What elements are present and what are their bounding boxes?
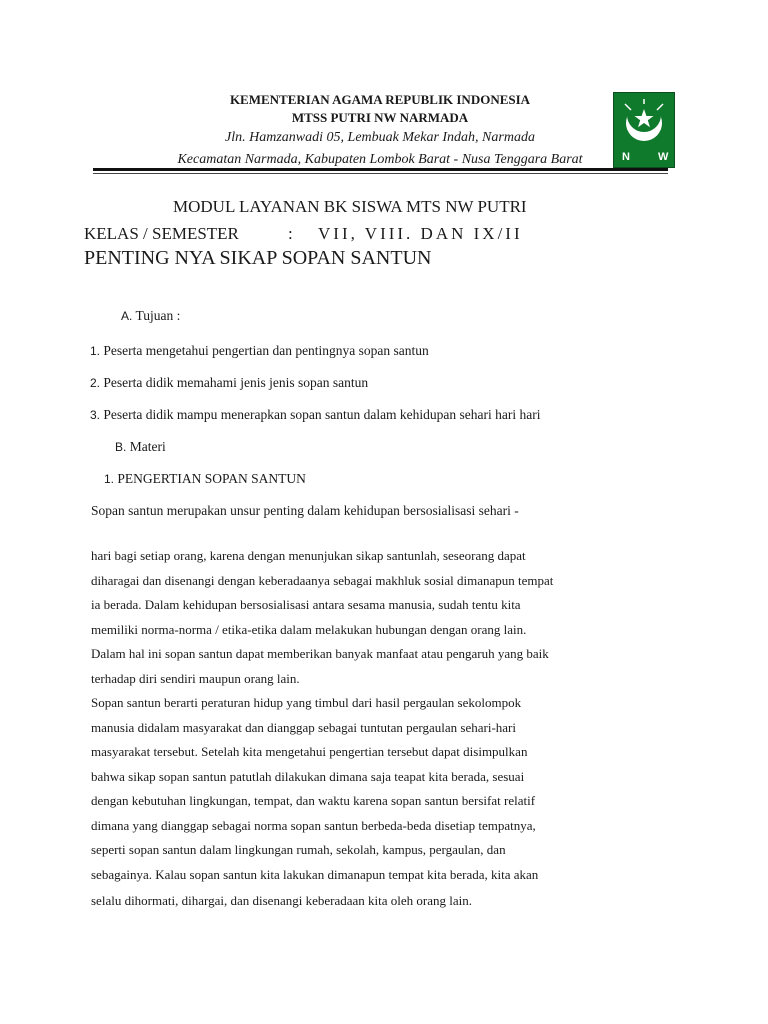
- objective-3: 3. Peserta didik mampu menerapkan sopan santun dalam kehidupan sehari hari hari: [90, 407, 541, 422]
- body-line: ia berada. Dalam kehidupan bersosialisasi antara sesama manusia, sudah tentu kita: [91, 597, 521, 612]
- class-label: KELAS / SEMESTER: [84, 224, 239, 243]
- address-line-1: Jln. Hamzanwadi 05, Lembuak Mekar Indah, Narmada: [225, 130, 535, 145]
- letterhead-rule-thick: [93, 168, 668, 171]
- class-separator: :: [288, 224, 293, 243]
- subsection-1-heading: 1. PENGERTIAN SOPAN SANTUN: [104, 471, 306, 486]
- crescent-star-icon: [614, 93, 674, 167]
- module-title: MODUL LAYANAN BK SISWA MTS NW PUTRI: [173, 197, 527, 216]
- school-logo: [613, 92, 675, 168]
- logo-letter-n: N: [622, 151, 630, 163]
- body-line: Dalam hal ini sopan santun dapat memberikan banyak manfaat atau pengaruh yang baik: [91, 646, 549, 661]
- ministry-name: KEMENTERIAN AGAMA REPUBLIK INDONESIA: [229, 92, 531, 107]
- body-line: terhadap diri sendiri maupun orang lain.: [91, 670, 300, 686]
- topic-title: PENTING NYA SIKAP SOPAN SANTUN: [84, 247, 432, 269]
- intro-line: Sopan santun merupakan unsur penting dalam kehidupan bersosialisasi sehari -: [91, 503, 519, 518]
- body-line: memiliki norma-norma / etika-etika dalam melakukan hubungan dengan orang lain.: [91, 621, 527, 637]
- objective-1: 1. Peserta mengetahui pengertian dan pentingnya sopan santun: [90, 343, 429, 358]
- body-line: sebagainya. Kalau sopan santun kita lakukan dimanapun tempat kita berada, kita akan: [91, 866, 539, 882]
- body-line: selalu dihormati, dihargai, dan disenangi keberadaan kita oleh orang lain.: [91, 893, 472, 908]
- school-name: MTSS PUTRI NW NARMADA: [291, 110, 469, 125]
- body-line: Sopan santun berarti peraturan hidup yang timbul dari hasil pergaulan sekolompok: [91, 695, 522, 710]
- body-line: seperti sopan santun dalam lingkungan rumah, sekolah, kampus, pergaulan, dan: [91, 842, 506, 857]
- body-line: dimana yang dianggap sebagai norma sopan santun berbeda-beda disetiap tempatnya,: [91, 817, 536, 833]
- body-line: dengan kebutuhan lingkungan, tempat, dan waktu karena sopan santun bersifat relatif: [91, 793, 536, 808]
- section-a-heading: A. Tujuan :: [121, 308, 181, 323]
- body-line: manusia didalam masyarakat dan dianggap sebagai tuntutan pergaulan sehari-hari: [91, 719, 516, 735]
- body-line: masyarakat tersebut. Setelah kita mengetahui pengertian tersebut dapat disimpulkan: [91, 744, 528, 759]
- body-line: diharagai dan disenangi dengan keberadaanya sebagai makhluk sosial dimanapun tempat: [91, 572, 554, 588]
- letterhead-rule-thin: [93, 173, 668, 174]
- body-line: hari bagi setiap orang, karena dengan menunjukan sikap santunlah, seseorang dapat: [91, 548, 526, 563]
- section-b-heading: B. Materi: [115, 439, 166, 454]
- class-value: VII, VIII. DAN IX/II: [318, 224, 523, 243]
- address-line-2: Kecamatan Narmada, Kabupaten Lombok Barat - Nusa Tenggara Barat: [177, 152, 583, 167]
- logo-letter-w: W: [658, 151, 669, 163]
- body-paragraph: [91, 544, 591, 914]
- objective-2: 2. Peserta didik memahami jenis jenis sopan santun: [90, 375, 369, 390]
- body-line: bahwa sikap sopan santun patutlah dilakukan dimana saja teapat kita berada, sesuai: [91, 768, 525, 784]
